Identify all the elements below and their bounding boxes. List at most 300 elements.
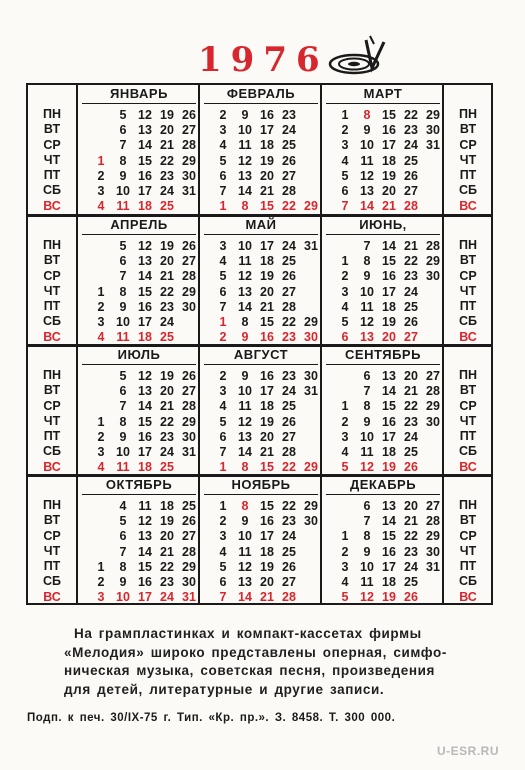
day-number: 16 [260, 513, 274, 528]
day-number: 10 [360, 559, 374, 574]
day-number: 20 [382, 184, 396, 199]
weekday-row [334, 238, 444, 253]
weekday-row [334, 414, 444, 429]
day-number: 1 [341, 529, 349, 544]
day-number: 9 [363, 414, 371, 429]
weekday-row [334, 383, 444, 398]
day-number: 29 [426, 107, 440, 122]
day-number: 23 [404, 414, 418, 429]
month-block [200, 85, 322, 214]
day-number: 5 [219, 559, 227, 574]
day-number: 16 [382, 122, 396, 137]
weekday-column-right [444, 107, 492, 214]
day-number: 10 [238, 122, 252, 137]
weekday-label: ПН [458, 368, 477, 382]
day-number: 22 [404, 529, 418, 544]
weekday-label: СР [459, 528, 477, 543]
day-number: 12 [138, 238, 152, 253]
day-number: 4 [97, 330, 105, 345]
weekday-row [212, 183, 322, 198]
day-number: 23 [282, 330, 296, 345]
day-number: 19 [160, 513, 174, 528]
day-number: 27 [426, 368, 440, 383]
weekday-row [90, 153, 200, 168]
day-number: 24 [404, 429, 418, 444]
day-number: 24 [160, 184, 174, 199]
weekday-label: СР [43, 268, 61, 283]
weekday-column-left [28, 238, 76, 345]
weekday-row [90, 269, 200, 284]
day-number: 22 [404, 107, 418, 122]
day-number: 19 [160, 368, 174, 383]
weekday-label: ПТ [43, 559, 61, 574]
day-number: 5 [119, 513, 127, 528]
weekday-label: СБ [42, 183, 61, 198]
day-number: 12 [138, 107, 152, 122]
month-block [78, 85, 200, 214]
day-number: 27 [282, 429, 296, 444]
day-number: 1 [341, 399, 349, 414]
day-number: 3 [97, 315, 105, 330]
weekday-label: СБ [42, 574, 61, 589]
day-number: 31 [426, 138, 440, 153]
day-number: 11 [360, 445, 374, 460]
day-number: 7 [219, 299, 227, 314]
day-number: 7 [219, 184, 227, 199]
day-number: 15 [382, 107, 396, 122]
day-number: 29 [182, 559, 196, 574]
weekday-row [334, 559, 444, 574]
weekday-row [90, 513, 200, 528]
month-name: АВГУСТ [204, 346, 318, 365]
day-number: 6 [341, 184, 349, 199]
day-number: 2 [97, 575, 105, 590]
weekday-label: ПТ [459, 299, 477, 314]
weekday-label: СР [459, 137, 477, 152]
day-number: 11 [116, 460, 130, 475]
day-number: 25 [282, 399, 296, 414]
weekday-row [90, 238, 200, 253]
day-number: 30 [182, 575, 196, 590]
day-number: 24 [160, 445, 174, 460]
weekday-label: ВС [459, 589, 477, 604]
day-number: 10 [116, 445, 130, 460]
day-number: 1 [219, 315, 227, 330]
day-number: 25 [282, 544, 296, 559]
month-name: ИЮЛЬ [82, 346, 196, 365]
day-number: 5 [119, 107, 127, 122]
weekday-row [90, 253, 200, 268]
day-number: 3 [219, 529, 227, 544]
day-number: 9 [119, 299, 127, 314]
day-number: 26 [282, 414, 296, 429]
weekday-label: ЧТ [459, 543, 477, 558]
day-number: 28 [182, 269, 196, 284]
weekday-label: СР [43, 137, 61, 152]
day-number: 25 [282, 253, 296, 268]
day-number: 16 [138, 429, 152, 444]
month-block [200, 346, 322, 475]
day-number: 5 [341, 590, 349, 605]
day-number: 31 [304, 238, 318, 253]
day-number: 22 [282, 315, 296, 330]
weekday-row [212, 107, 322, 122]
weekday-row [212, 284, 322, 299]
weekday-row [90, 574, 200, 589]
day-number: 14 [382, 383, 396, 398]
weekday-row [90, 299, 200, 314]
weekday-row [212, 559, 322, 574]
weekday-label: СБ [458, 183, 477, 198]
day-number: 12 [360, 590, 374, 605]
day-number: 17 [260, 383, 274, 398]
day-number: 19 [260, 269, 274, 284]
day-number: 29 [426, 399, 440, 414]
weekday-row [334, 183, 444, 198]
day-number: 8 [363, 253, 371, 268]
weekday-row [212, 529, 322, 544]
day-number: 2 [97, 168, 105, 183]
day-number: 11 [360, 299, 374, 314]
weekday-row [90, 199, 200, 214]
day-number: 9 [241, 513, 249, 528]
weekday-row [90, 107, 200, 122]
site-watermark: U-ESR.RU [437, 744, 500, 758]
weekday-row [90, 138, 200, 153]
day-number: 1 [97, 284, 105, 299]
weekday-label: ВС [43, 198, 61, 213]
day-number: 19 [160, 107, 174, 122]
month-block [322, 216, 444, 345]
caption-line: На грампластинках и компакт-кассетах фирмы [74, 626, 422, 641]
day-number: 6 [119, 383, 127, 398]
day-number: 27 [182, 253, 196, 268]
day-number: 21 [260, 445, 274, 460]
day-number: 16 [382, 414, 396, 429]
day-number: 17 [260, 238, 274, 253]
day-number: 3 [341, 138, 349, 153]
month-name: МАРТ [326, 85, 440, 104]
weekday-label: СР [43, 398, 61, 413]
day-number: 30 [182, 168, 196, 183]
day-number: 11 [360, 575, 374, 590]
day-number: 30 [426, 544, 440, 559]
day-number: 27 [182, 122, 196, 137]
day-number: 31 [182, 184, 196, 199]
day-number: 5 [219, 414, 227, 429]
day-number: 13 [360, 330, 374, 345]
day-number: 14 [360, 199, 374, 214]
day-number: 4 [219, 138, 227, 153]
day-number: 4 [219, 544, 227, 559]
day-number: 26 [182, 107, 196, 122]
day-number: 29 [426, 529, 440, 544]
weekday-label: СР [43, 528, 61, 543]
day-number: 15 [382, 399, 396, 414]
weekday-row [212, 498, 322, 513]
weekday-row [90, 383, 200, 398]
month-block [200, 476, 322, 605]
day-number: 10 [360, 429, 374, 444]
day-number: 23 [282, 107, 296, 122]
melodiya-logo-icon [326, 34, 392, 82]
weekday-label: ПН [42, 498, 61, 512]
day-number: 24 [282, 238, 296, 253]
day-number: 25 [404, 575, 418, 590]
day-number: 11 [238, 399, 252, 414]
month-block [78, 346, 200, 475]
weekday-column-left [28, 498, 76, 605]
weekday-row [90, 183, 200, 198]
day-number: 24 [282, 383, 296, 398]
day-number: 25 [282, 138, 296, 153]
day-number: 30 [426, 269, 440, 284]
day-number: 21 [382, 199, 396, 214]
weekday-row [334, 498, 444, 513]
weekday-row [334, 168, 444, 183]
weekday-label: СБ [42, 314, 61, 329]
weekday-row [90, 429, 200, 444]
print-imprint: Подп. к печ. 30/IX-75 г. Тип. «Кр. пр.». З. 8458. Т. 300 000. [27, 712, 396, 724]
weekday-row [334, 314, 444, 329]
day-number: 28 [182, 399, 196, 414]
weekday-label: ПТ [43, 299, 61, 314]
day-number: 4 [341, 153, 349, 168]
weekday-row [90, 544, 200, 559]
day-number: 16 [260, 330, 274, 345]
weekday-label: ЧТ [459, 413, 477, 428]
day-number: 23 [282, 368, 296, 383]
month-name: ДЕКАБРЬ [326, 476, 440, 495]
day-number: 23 [160, 429, 174, 444]
day-number: 3 [219, 122, 227, 137]
weekday-row [334, 429, 444, 444]
day-number: 28 [282, 299, 296, 314]
day-number: 15 [260, 315, 274, 330]
day-number: 16 [260, 107, 274, 122]
day-number: 28 [182, 138, 196, 153]
day-number: 18 [260, 544, 274, 559]
weekday-row [334, 460, 444, 475]
weekday-label: СБ [42, 444, 61, 459]
weekday-label: СБ [458, 444, 477, 459]
day-number: 25 [404, 299, 418, 314]
day-number: 18 [382, 575, 396, 590]
day-number: 15 [138, 153, 152, 168]
day-number: 28 [404, 199, 418, 214]
day-number: 20 [404, 368, 418, 383]
month-block [322, 346, 444, 475]
day-number: 30 [304, 330, 318, 345]
day-number: 11 [138, 498, 152, 513]
weekday-row [212, 238, 322, 253]
day-number: 6 [119, 122, 127, 137]
day-number: 24 [160, 590, 174, 605]
day-number: 17 [382, 559, 396, 574]
weekday-row [334, 368, 444, 383]
day-number: 2 [341, 414, 349, 429]
day-number: 18 [382, 153, 396, 168]
day-number: 26 [404, 315, 418, 330]
day-number: 16 [138, 168, 152, 183]
weekday-row [212, 299, 322, 314]
day-number: 1 [219, 199, 227, 214]
day-number: 6 [119, 253, 127, 268]
day-number: 10 [238, 383, 252, 398]
day-number: 31 [426, 559, 440, 574]
month-block [322, 85, 444, 214]
weekday-label: ВТ [459, 513, 477, 528]
day-number: 2 [341, 122, 349, 137]
day-number: 11 [238, 253, 252, 268]
day-number: 4 [119, 498, 127, 513]
day-number: 27 [404, 184, 418, 199]
day-number: 28 [426, 513, 440, 528]
day-number: 24 [404, 559, 418, 574]
day-number: 20 [160, 122, 174, 137]
day-number: 28 [282, 590, 296, 605]
day-number: 21 [404, 513, 418, 528]
day-number: 15 [260, 498, 274, 513]
day-number: 10 [116, 184, 130, 199]
day-number: 6 [119, 529, 127, 544]
day-number: 29 [304, 199, 318, 214]
weekday-label: ПН [458, 238, 477, 252]
day-number: 1 [219, 460, 227, 475]
day-number: 17 [138, 184, 152, 199]
weekday-row [334, 138, 444, 153]
day-number: 31 [182, 445, 196, 460]
day-number: 27 [282, 284, 296, 299]
weekday-row [334, 269, 444, 284]
day-number: 24 [160, 315, 174, 330]
day-number: 7 [119, 269, 127, 284]
weekday-label: ПН [458, 498, 477, 512]
day-number: 21 [404, 383, 418, 398]
day-number: 29 [304, 460, 318, 475]
weekday-label: ПН [42, 107, 61, 121]
day-number: 11 [360, 153, 374, 168]
day-number: 3 [219, 238, 227, 253]
day-number: 28 [282, 184, 296, 199]
day-number: 11 [238, 138, 252, 153]
day-number: 26 [282, 559, 296, 574]
calendar-header [0, 34, 525, 90]
day-number: 13 [138, 253, 152, 268]
day-number: 10 [116, 315, 130, 330]
weekday-row [334, 107, 444, 122]
day-number: 20 [160, 529, 174, 544]
day-number: 28 [426, 238, 440, 253]
day-number: 14 [238, 299, 252, 314]
day-number: 13 [138, 383, 152, 398]
day-number: 2 [97, 299, 105, 314]
day-number: 14 [138, 269, 152, 284]
weekday-row [212, 513, 322, 528]
day-number: 18 [382, 445, 396, 460]
day-number: 22 [160, 284, 174, 299]
day-number: 4 [219, 253, 227, 268]
day-number: 1 [97, 414, 105, 429]
day-number: 30 [182, 429, 196, 444]
month-name: ИЮНЬ, [326, 216, 440, 235]
day-number: 10 [116, 590, 130, 605]
day-number: 9 [363, 544, 371, 559]
day-number: 29 [304, 498, 318, 513]
day-number: 26 [182, 238, 196, 253]
weekday-label: ПТ [459, 429, 477, 444]
day-number: 7 [341, 199, 349, 214]
day-number: 15 [260, 199, 274, 214]
day-number: 1 [341, 253, 349, 268]
day-number: 28 [282, 445, 296, 460]
day-number: 24 [404, 138, 418, 153]
day-number: 3 [219, 383, 227, 398]
weekday-label: СБ [458, 574, 477, 589]
day-number: 23 [160, 575, 174, 590]
month-block [78, 216, 200, 345]
day-number: 18 [138, 330, 152, 345]
day-number: 15 [382, 253, 396, 268]
day-number: 28 [182, 544, 196, 559]
weekday-label: ВТ [43, 513, 61, 528]
day-number: 13 [382, 498, 396, 513]
weekday-row [334, 122, 444, 137]
day-number: 21 [160, 138, 174, 153]
day-number: 5 [341, 315, 349, 330]
day-number: 19 [160, 238, 174, 253]
day-number: 6 [363, 368, 371, 383]
weekday-label: ВТ [43, 253, 61, 268]
day-number: 20 [382, 330, 396, 345]
weekday-row [212, 444, 322, 459]
weekday-label: ВТ [43, 383, 61, 398]
month-name: СЕНТЯБРЬ [326, 346, 440, 365]
day-number: 13 [138, 122, 152, 137]
weekday-row [334, 253, 444, 268]
caption-line: «Мелодия» широко представлены оперная, симфо- [64, 644, 447, 660]
day-number: 17 [260, 529, 274, 544]
weekday-label: ПН [458, 107, 477, 121]
day-number: 17 [382, 284, 396, 299]
day-number: 5 [119, 368, 127, 383]
day-number: 18 [260, 399, 274, 414]
day-number: 4 [341, 575, 349, 590]
day-number: 17 [260, 122, 274, 137]
day-number: 16 [382, 544, 396, 559]
day-number: 22 [160, 153, 174, 168]
day-number: 7 [119, 138, 127, 153]
day-number: 10 [238, 238, 252, 253]
day-number: 26 [282, 269, 296, 284]
day-number: 3 [97, 445, 105, 460]
weekday-row [90, 498, 200, 513]
day-number: 21 [160, 544, 174, 559]
day-number: 8 [241, 199, 249, 214]
month-name: ЯНВАРЬ [82, 85, 196, 104]
day-number: 14 [238, 445, 252, 460]
weekday-label: ВС [43, 329, 61, 344]
weekday-label: ВТ [459, 122, 477, 137]
day-number: 19 [382, 168, 396, 183]
day-number: 27 [282, 168, 296, 183]
day-number: 25 [182, 498, 196, 513]
day-number: 14 [382, 513, 396, 528]
weekday-row [212, 330, 322, 345]
day-number: 17 [138, 445, 152, 460]
weekday-row [90, 122, 200, 137]
weekday-row [212, 253, 322, 268]
